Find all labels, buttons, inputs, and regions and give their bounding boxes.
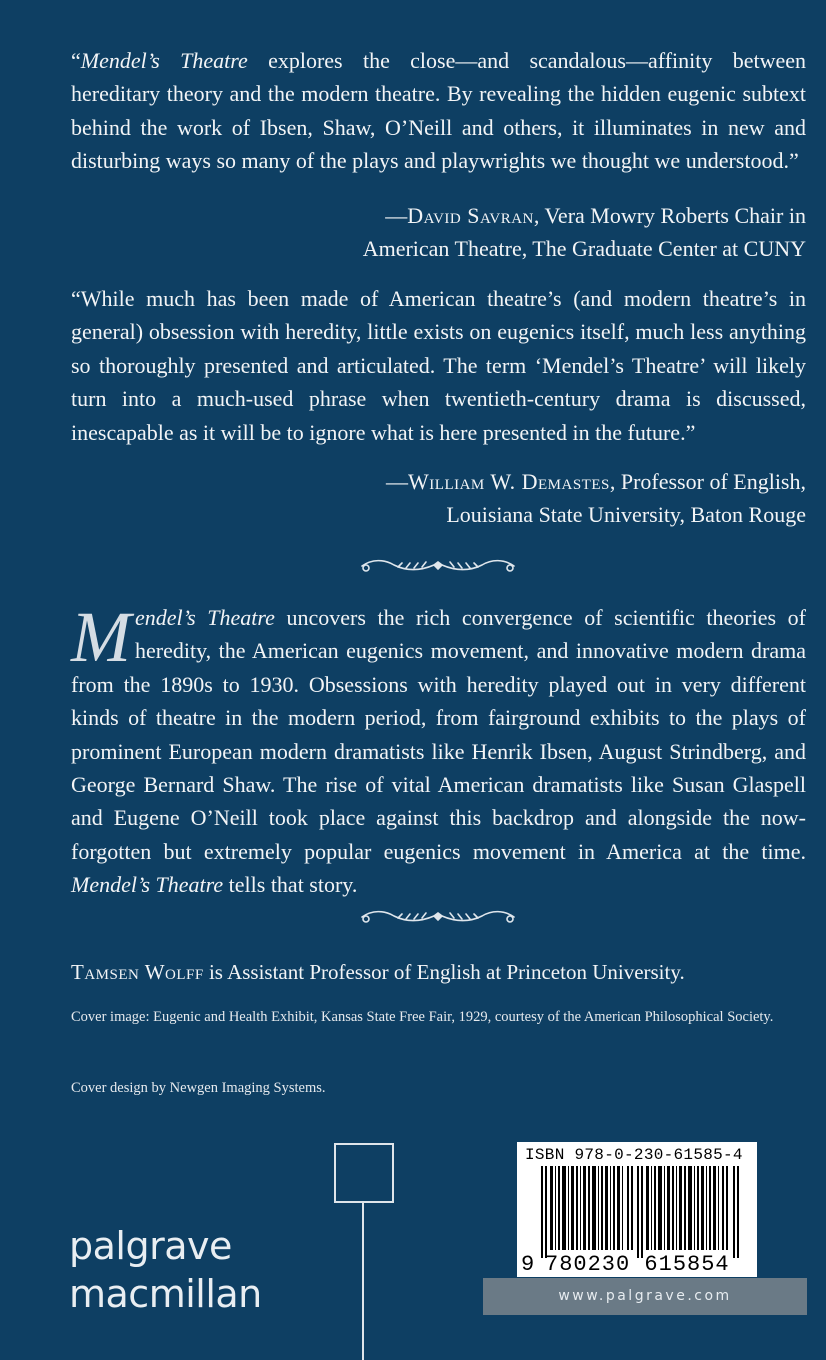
author-bio-text: is Assistant Professor of English at Princeton University.	[203, 960, 685, 984]
author-bio	[71, 957, 811, 987]
publisher-logo-line	[362, 1201, 364, 1360]
em-dash: —	[385, 203, 408, 228]
book-title-italic: Mendel’s Theatre	[80, 48, 248, 73]
publisher-name-line2: macmillan	[69, 1272, 262, 1316]
review-quote-1	[71, 44, 806, 178]
reviewer-title: , Vera Mowry Roberts Chair in	[533, 203, 806, 228]
quote-text: “While much has been made of American theatre’s (and modern theatre’s in general) obsession with heredity, little exists on eugenics itself, much less anything so thoroughly presented and articulated. The term ‘Mendel’s Theatre’ will likely turn into a much-used phrase when twentieth-century drama is discussed, inescapable as it will be to ignore what is here presented in the future.”	[71, 286, 806, 445]
cover-image-credit: Cover image: Eugenic and Health Exhibit, Kansas State Free Fair, 1929, courtesy of the American Philosophical Society.	[71, 1009, 774, 1025]
reviewer-name: David Savran	[407, 203, 534, 228]
publisher-website[interactable]: www.palgrave.com	[483, 1278, 807, 1315]
publisher-logo-square	[334, 1143, 394, 1203]
ornament-divider-icon	[358, 907, 518, 927]
description-closing: tells that story.	[223, 872, 358, 898]
isbn-label: ISBN 978-0-230-61585-4	[525, 1146, 743, 1164]
ornament-divider-icon	[358, 556, 518, 576]
author-name: Tamsen Wolff	[71, 960, 204, 984]
reviewer-name: William W. Demastes	[408, 469, 610, 494]
drop-cap: M	[71, 597, 131, 677]
reviewer-affiliation: American Theatre, The Graduate Center at CUNY	[362, 236, 806, 262]
publisher-name-line1: palgrave	[69, 1224, 232, 1268]
review-attribution-1	[246, 199, 806, 266]
description-text: uncovers the rich convergence of scientific theories of heredity, the American eugenics movement, and innovative modern drama from the 1890s to 1930. Obsessions with heredity played out in very different kinds of theatre in the modern period, from fairground exhibits to the plays of prominent European modern dramatists like Henrik Ibsen, August Strindberg, and George Bernard Shaw. The rise of vital American dramatists like Susan Glaspell and Eugene O’Neill took place against this backdrop and alongside the now-forgotten but extremely popular eugenics movement in America at the time.	[71, 605, 806, 864]
review-attribution-2	[246, 465, 806, 532]
reviewer-title: , Professor of English,	[609, 469, 806, 494]
ean-first-digit: 9	[521, 1252, 535, 1277]
em-dash: —	[386, 469, 409, 494]
isbn-barcode	[517, 1142, 757, 1277]
book-title-italic-closing: Mendel’s Theatre	[71, 872, 224, 898]
quote-text: explores the close—and scandalous—affinity between hereditary theory and the modern theatre. By revealing the hidden eugenic subtext behind the work of Ibsen, Shaw, O’Neill and others, it illuminates in new and disturbing ways so many of the plays and playwrights we thought we understood.”	[71, 48, 806, 174]
quote-open-mark: “	[71, 48, 81, 73]
cover-design-credit: Cover design by Newgen Imaging Systems.	[71, 1080, 326, 1096]
review-quote-2	[71, 282, 806, 449]
barcode-bars-icon	[541, 1166, 741, 1258]
book-title-italic: endel’s Theatre	[134, 605, 275, 630]
book-description	[71, 597, 806, 902]
ean-digits: 780230 615854	[545, 1252, 730, 1277]
reviewer-affiliation: Louisiana State University, Baton Rouge	[446, 502, 806, 528]
